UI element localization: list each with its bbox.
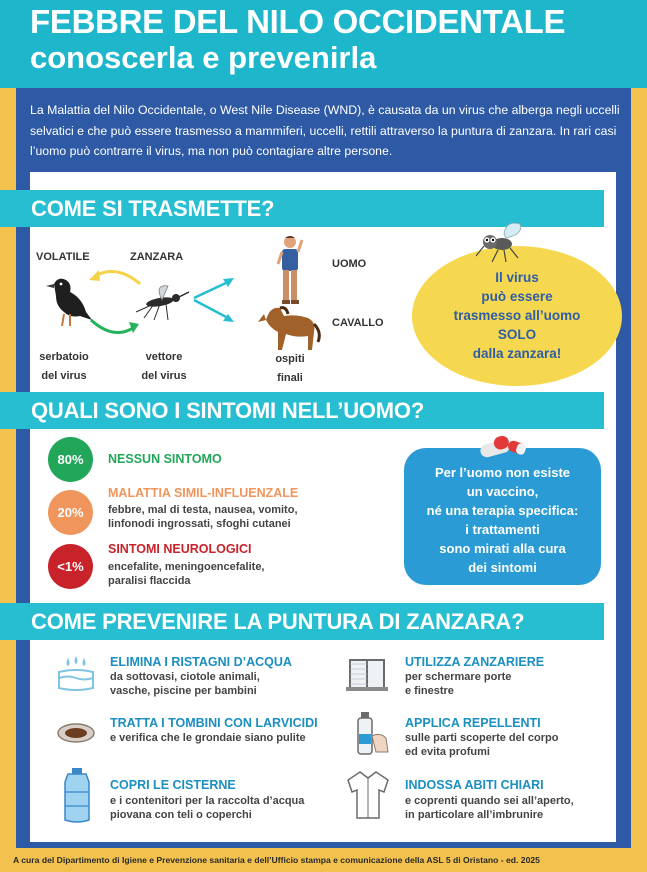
prevention-title-stagnant-water: ELIMINA I RISTAGNI D’ACQUA	[110, 655, 292, 669]
bird-label: VOLATILE	[36, 251, 90, 263]
man-icon	[276, 234, 304, 306]
water-drops-icon	[56, 656, 96, 692]
prevention-title-screens: UTILIZZA ZANZARIERE	[405, 655, 545, 669]
percent-badge-20: 20%	[48, 490, 93, 535]
shirt-icon	[346, 770, 390, 820]
bubble-text: Il virus può essere trasmesso all’uomo SOLO dalla zanzara!	[453, 270, 581, 361]
section-title-prevention: COME PREVENIRE LA PUNTURA DI ZANZARA?	[31, 609, 525, 634]
window-screen-icon	[344, 655, 390, 693]
prevention-title-tanks: COPRI LE CISTERNE	[110, 778, 236, 792]
percent-badge-less-1: <1%	[48, 544, 93, 589]
section-banner-prevention	[0, 603, 604, 640]
repellent-icon	[350, 712, 390, 756]
prevention-title-repellent: APPLICA REPELLENTI	[405, 716, 541, 730]
prevention-title-drains: TRATTA I TOMBINI CON LARVICIDI	[110, 716, 318, 730]
mosquito-icon	[132, 282, 190, 322]
horse-label: CAVALLO	[332, 317, 384, 329]
water-tank-icon	[62, 768, 92, 824]
vaccine-info-text: Per l’uomo non esiste un vaccino, né una terapia specifica: i trattamenti sono mirati alla cura dei sintomi	[426, 465, 579, 575]
reservoir-label: serbatoio del virus	[39, 351, 89, 382]
prevention-desc-tanks: e i contenitori per la raccolta d’acqua piovana con teli o coperchi	[110, 795, 305, 821]
hosts-label: ospiti finali	[275, 353, 305, 384]
symptom-title-neuro: SINTOMI NEUROLOGICI	[108, 542, 252, 556]
horse-icon	[256, 302, 322, 354]
percent-badge-80: 80%	[48, 437, 93, 482]
pills-icon	[478, 434, 528, 460]
intro-text: La Malattia del Nilo Occidentale, o West Nile Disease (WND), è causata da un virus che alberga negli uccelli selvatici e che può essere trasmesso a mammiferi, uccelli, rettili attraverso la puntura di zanzara. In rari casi l’uomo può contrarre il virus, ma non può contagiare altre persone.	[30, 103, 620, 158]
section-title-symptoms: QUALI SONO I SINTOMI NELL’UOMO?	[31, 398, 425, 423]
page-title: FEBBRE DEL NILO OCCIDENTALE	[30, 3, 566, 40]
prevention-desc-clothing: e coprenti quando sei all’aperto, in particolare all’imbrunire	[405, 795, 574, 821]
prevention-desc-screens: per schermare porte e finestre	[405, 671, 512, 697]
cartoon-mosquito-icon	[476, 220, 532, 264]
prevention-desc-drains: e verifica che le grondaie siano pulite	[110, 732, 306, 744]
prevention-title-clothing: INDOSSA ABITI CHIARI	[405, 778, 544, 792]
drain-icon	[56, 722, 96, 744]
symptom-title-none: NESSUN SINTOMO	[108, 452, 222, 466]
vector-label: vettore del virus	[141, 351, 187, 382]
mosquito-label: ZANZARA	[130, 251, 184, 263]
arrows-to-hosts-icon	[190, 268, 240, 328]
page-subtitle: conoscerla e prevenirla	[30, 40, 377, 75]
prevention-desc-stagnant-water: da sottovasi, ciotole animali, vasche, piscine per bambini	[110, 671, 260, 697]
symptom-desc-flu: febbre, mal di testa, nausea, vomito, linfonodi ingrossati, sfoghi cutanei	[108, 504, 298, 530]
section-banner-symptoms	[0, 392, 604, 429]
section-title-transmission: COME SI TRASMETTE?	[31, 196, 275, 221]
prevention-desc-repellent: sulle parti scoperte del corpo ed evita profumi	[405, 732, 559, 758]
man-label: UOMO	[332, 258, 367, 270]
footer-credits: A cura del Dipartimento di Igiene e Prevenzione sanitaria e dell’Ufficio stampa e comunicazione della ASL 5 di Oristano - ed. 2025	[13, 855, 540, 865]
symptom-title-flu: MALATTIA SIMIL-INFLUENZALE	[108, 486, 299, 500]
symptom-desc-neuro: encefalite, meningoencefalite, paralisi flaccida	[108, 561, 265, 587]
